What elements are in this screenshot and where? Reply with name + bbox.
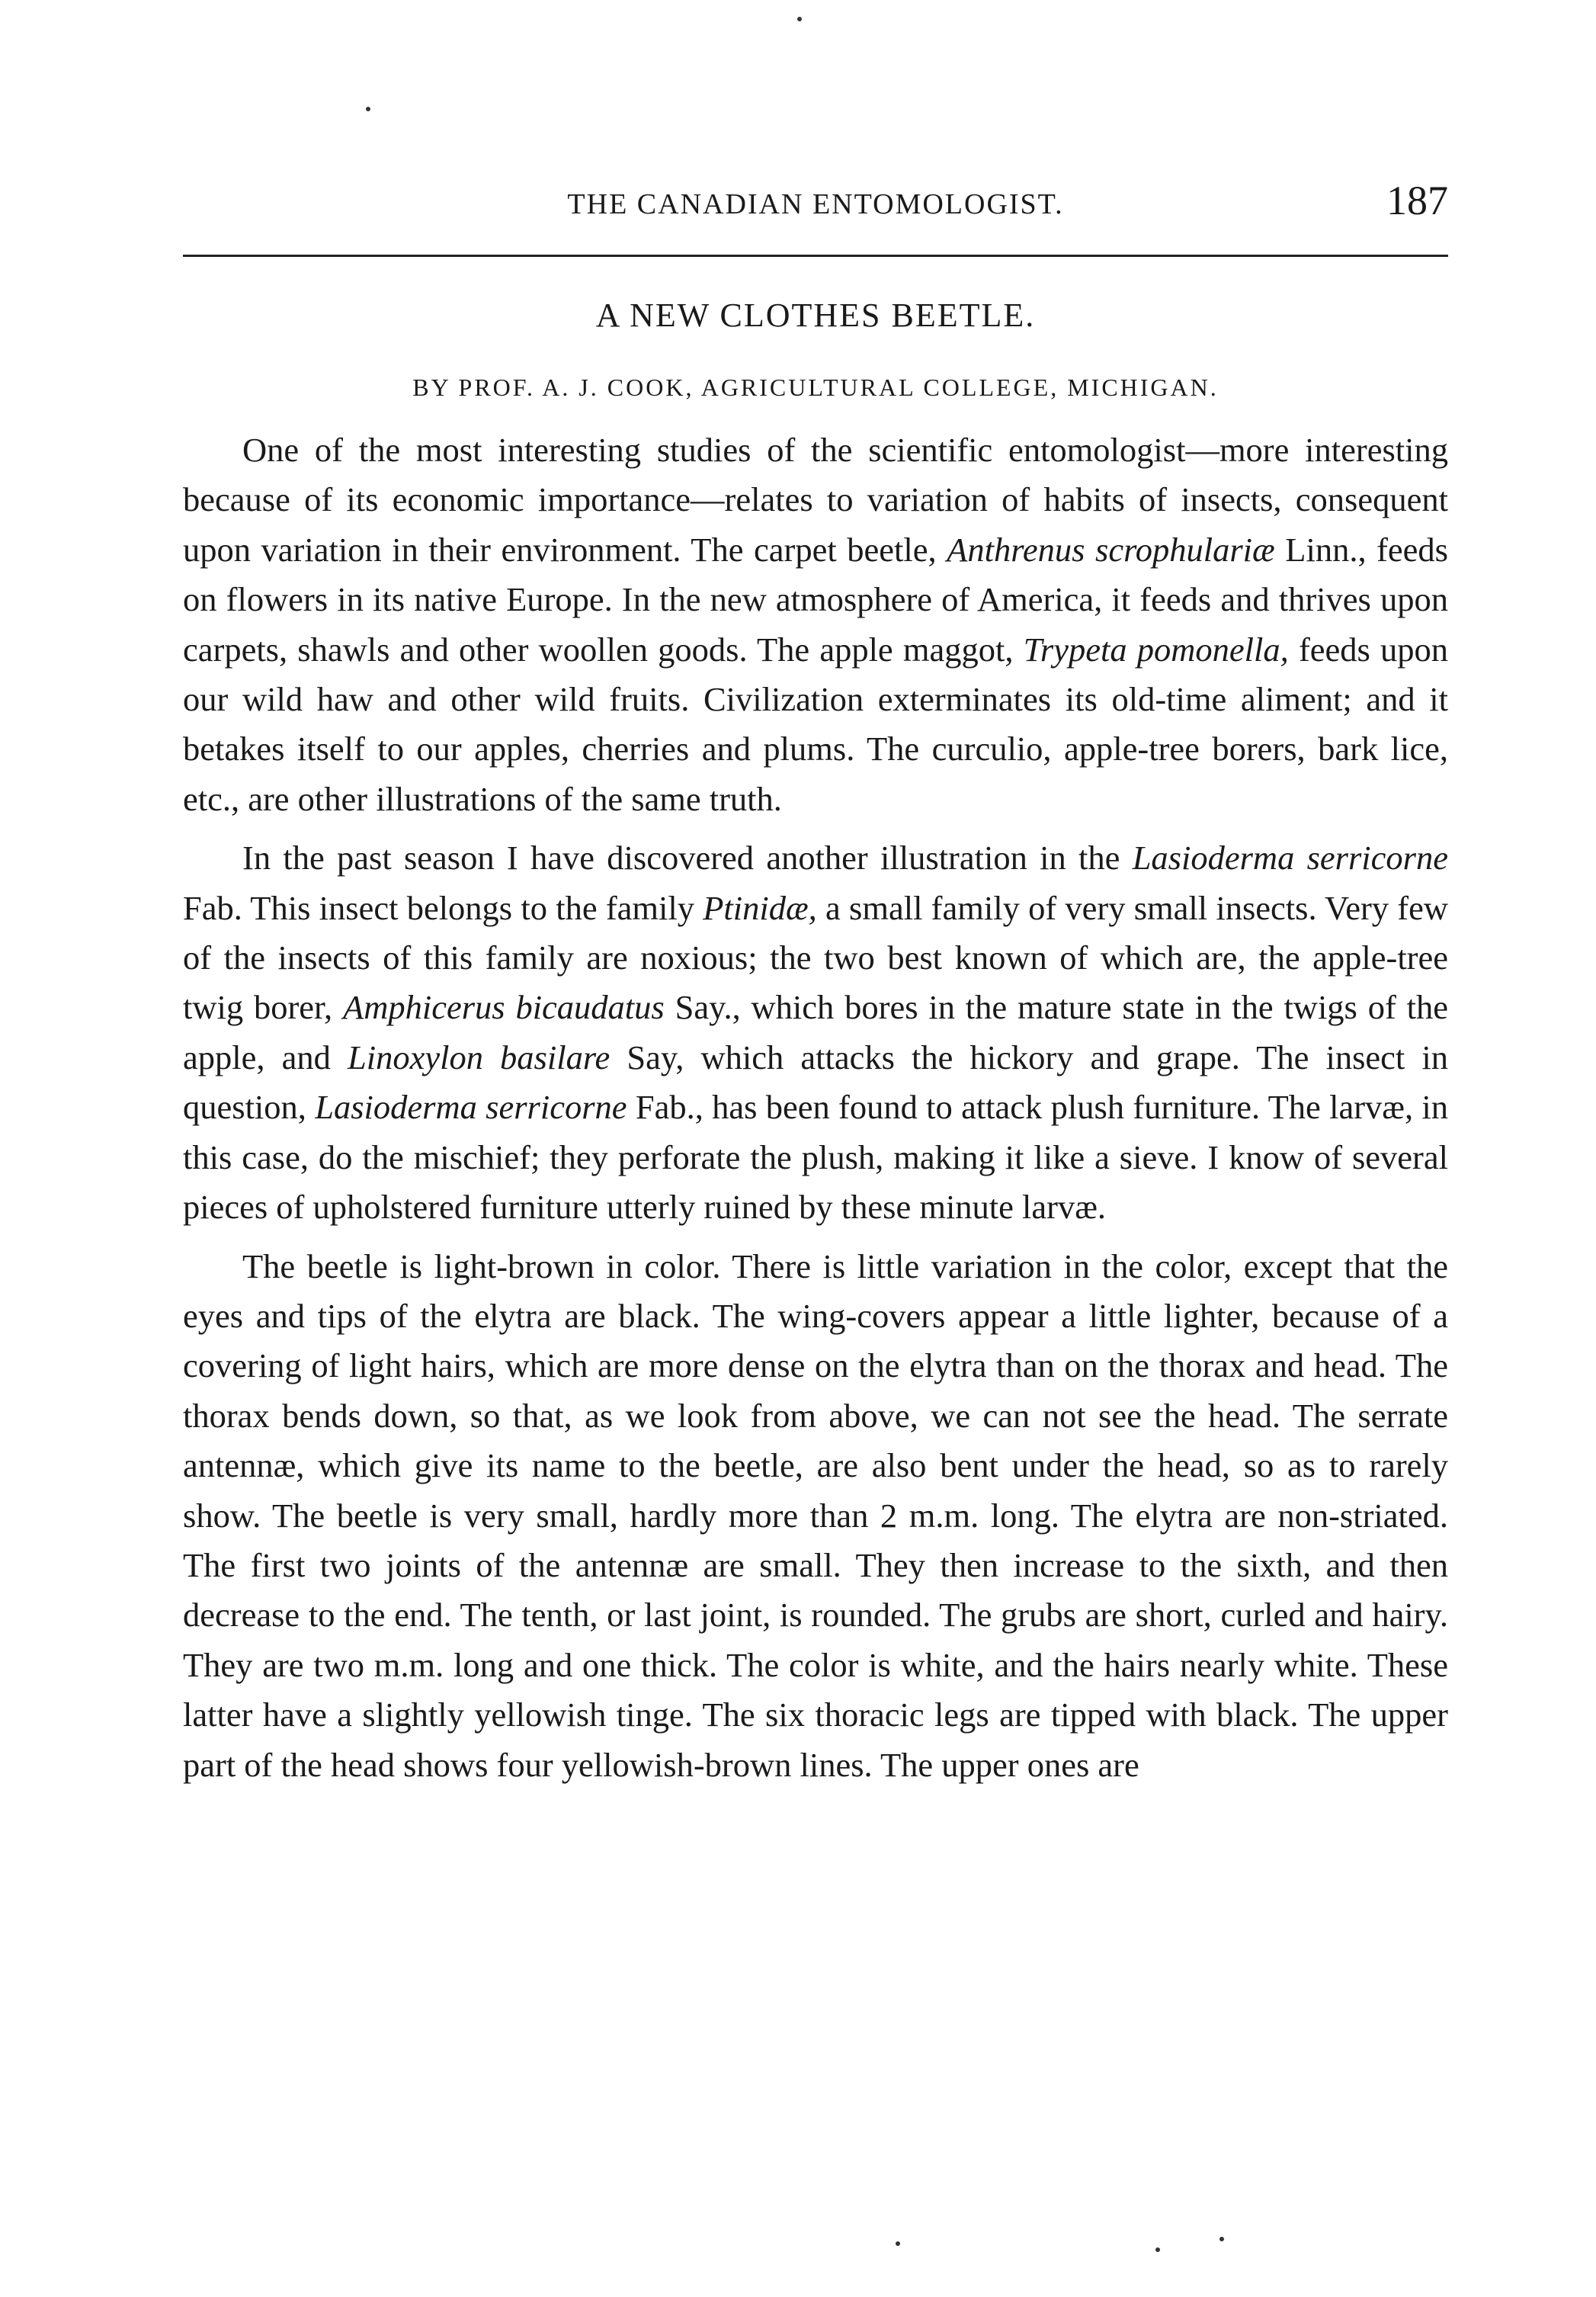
species-name: Trypeta pomonella,: [1023, 630, 1289, 669]
paragraph-3: The beetle is light-brown in color. There is little variation in the color, except that the eyes and tips of the elytra are black. The wing-covers appear a little lighter, because of a covering of light hairs, which are more dense on the elytra than on the thorax and head. The thorax bends down, so that, as we look from above, we can not see the head. The serrate antennæ, which give its name to the beetle, are also bent under the head, so as to rarely show. The beetle is very small, hardly more than 2 m.m. long. The elytra are non-striated. The first two joints of the antennæ are small. They then increase to the sixth, and then decrease to the end. The tenth, or last joint, is rounded. The grubs are short, curled and hairy. They are two m.m. long and one thick. The color is white, and the hairs nearly white. These latter have a slightly yellowish tinge. The six thoracic legs are tipped with black. The upper part of the head shows four yellowish-brown lines. The upper ones are: [183, 1246, 1448, 1784]
article-body: [183, 425, 1448, 1799]
text-run: Linn., feeds on flowers in its native Europe. In the new atmosphere of America, it feeds and thrives upon carpets, shawls and other woollen goods. The apple maggot,: [183, 530, 1449, 669]
text-run: In the past season I have discovered another illustration in the: [242, 839, 1133, 877]
print-speck: [1219, 2237, 1224, 2241]
author-byline: BY PROF. A. J. COOK, AGRICULTURAL COLLEGE, MICHIGAN.: [412, 374, 1219, 401]
text-run: feeds upon our wild haw and other wild fruits. Civilization exterminates its old-time aliment; and it betakes itself to our apples, cherries and plums. The curculio, apple-tree borers, bark lice, etc., are other illustrations of the same truth.: [183, 630, 1449, 818]
species-name: Lasioderma serricorne: [315, 1088, 627, 1127]
text-run: Say., which bores in the mature state in the twigs of the apple, and: [183, 988, 1448, 1076]
family-name: Ptinidæ,: [703, 888, 817, 927]
page-number: 187: [1386, 178, 1448, 223]
text-run: Say, which attacks the hickory and grape. The insect in question,: [183, 1038, 1448, 1127]
paragraph-2: [183, 833, 1448, 1232]
print-speck: [1155, 2247, 1160, 2252]
article-title: A NEW CLOTHES BEETLE.: [595, 297, 1036, 334]
text-run: Fab. This insect belongs to the family: [183, 888, 703, 927]
print-speck: [797, 17, 802, 21]
text-run: a small family of very small insects. Very few of the insects of this family are noxious; the two best known of which are, the apple-tree twig borer,: [183, 888, 1448, 1027]
species-name: Amphicerus bicaudatus: [343, 988, 665, 1027]
text-run: Fab., has been found to attack plush furniture. The larvæ, in this case, do the mischief; they perforate the plush, making it like a sieve. I know of several pieces of upholstered furniture utterly ruined by these minute larvæ.: [183, 1088, 1448, 1227]
species-name: Linoxylon basilare: [347, 1038, 611, 1076]
print-speck: [366, 107, 370, 111]
print-speck: [896, 2241, 900, 2246]
running-head: [183, 177, 1448, 230]
species-name: Lasioderma serricorne: [1132, 839, 1448, 877]
header-rule: [183, 255, 1448, 257]
text-run: One of the most interesting studies of the scientific entomologist—more interesting because of its economic importance—relates to variation of habits of insects, consequent upon variation in their environment. The carpet beetle,: [183, 431, 1448, 569]
journal-title: THE CANADIAN ENTOMOLOGIST.: [567, 188, 1064, 220]
paragraph-1: [183, 425, 1448, 824]
species-name: Anthrenus scrophulariæ: [947, 530, 1275, 569]
